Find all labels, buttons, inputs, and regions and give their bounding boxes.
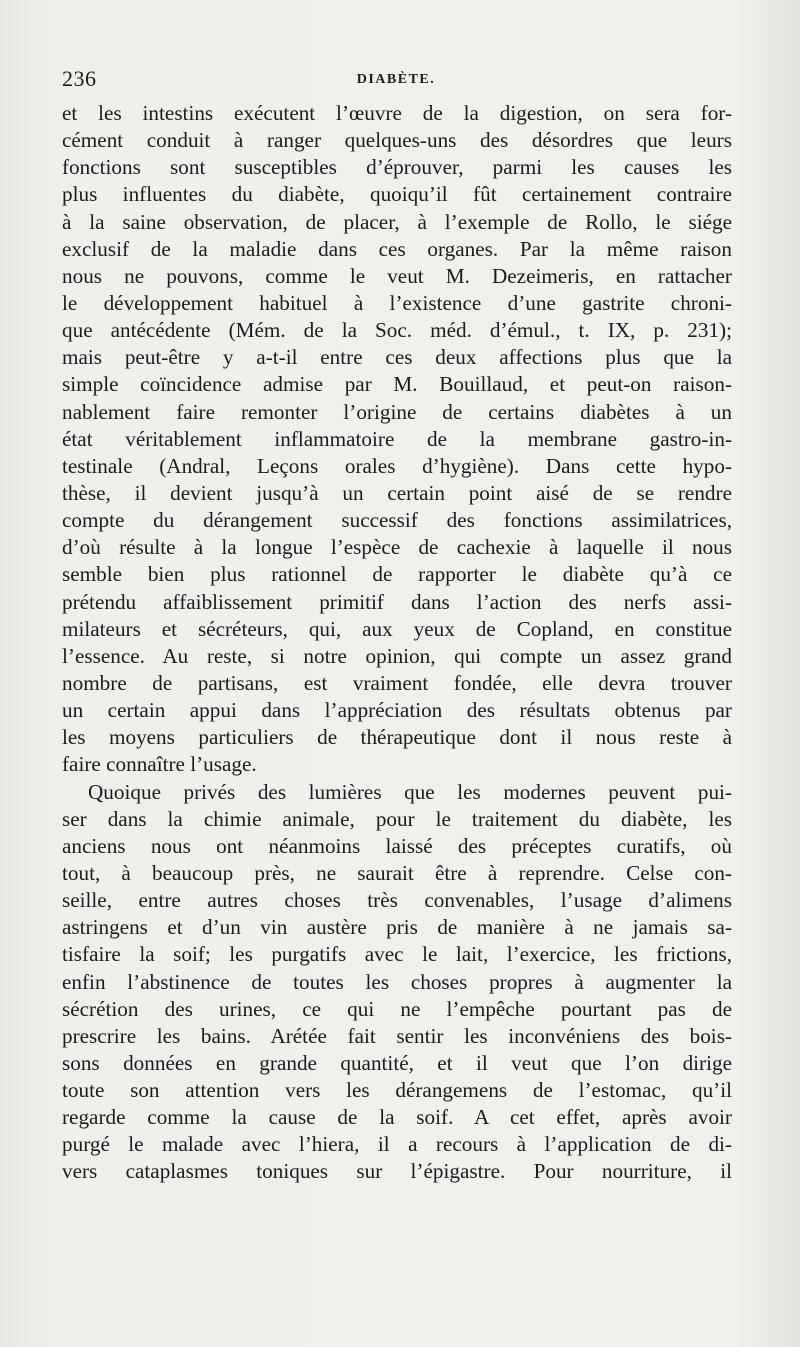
paragraph-start-line: Quoique privés des lumières que les modernes peuvent pui- (88, 779, 732, 804)
text-line: fonctions sont susceptibles d’éprouver, parmi les causes les (62, 155, 732, 180)
text-line: enfin l’abstinence de toutes les choses propres à augmenter la (62, 969, 732, 994)
text-line: tisfaire la soif; les purgatifs avec le lait, l’exercice, les frictions, (62, 942, 732, 967)
text-line: sons données en grande quantité, et il veut que l’on dirige (62, 1050, 732, 1075)
text-line: semble bien plus rationnel de rapporter le diabète qu’à ce (62, 562, 732, 587)
text-line: et les intestins exécutent l’œuvre de la digestion, on sera for- (62, 101, 732, 125)
text-line: mais peut-être y a-t-il entre ces deux affections plus que la (62, 345, 732, 370)
text-line: testinale (Andral, Leçons orales d’hygiène). Dans cette hypo- (62, 453, 732, 478)
text-line: ser dans la chimie animale, pour le traitement du diabète, les (62, 806, 732, 831)
body-text (62, 100, 732, 1186)
text-line: milateurs et sécréteurs, qui, aux yeux de Copland, en constitue (62, 616, 732, 641)
text-line: état véritablement inflammatoire de la membrane gastro-in- (62, 426, 732, 451)
text-line: que antécédente (Mém. de la Soc. méd. d’émul., t. IX, p. 231); (62, 318, 732, 343)
text-line: nombre de partisans, est vraiment fondée, elle devra trouver (62, 670, 732, 695)
text-line: les moyens particuliers de thérapeutique dont il nous reste à (62, 725, 732, 750)
text-line: thèse, il devient jusqu’à un certain point aisé de se rendre (62, 480, 732, 505)
text-line: d’où résulte à la longue l’espèce de cachexie à laquelle il nous (62, 535, 732, 560)
text-line: simple coïncidence admise par M. Bouillaud, et peut-on raison- (62, 372, 732, 397)
text-line: un certain appui dans l’appréciation des résultats obtenus par (62, 698, 732, 723)
text-line: le développement habituel à l’existence d’une gastrite chroni- (62, 290, 732, 315)
text-line: vers cataplasmes toniques sur l’épigastre. Pour nourriture, il (62, 1159, 732, 1184)
text-line: nablement faire remonter l’origine de certains diabètes à un (62, 399, 732, 424)
running-title: DIABÈTE. (356, 72, 436, 87)
text-line: toute son attention vers les dérangemens de l’estomac, qu’il (62, 1078, 732, 1103)
text-line: cément conduit à ranger quelques-uns des désordres que leurs (62, 128, 732, 153)
text-line: purgé le malade avec l’hiera, il a recours à l’application de di- (62, 1132, 732, 1157)
text-line: anciens nous ont néanmoins laissé des préceptes curatifs, où (62, 833, 732, 858)
text-line: l’essence. Au reste, si notre opinion, qui compte un assez grand (62, 643, 732, 668)
text-line: prescrire les bains. Arétée fait sentir les inconvéniens des bois- (62, 1023, 732, 1048)
text-line: astringens et d’un vin austère pris de manière à ne jamais sa- (62, 915, 732, 940)
text-line: à la saine observation, de placer, à l’exemple de Rollo, le siége (62, 209, 732, 234)
page-header (62, 66, 730, 100)
paragraph-end-line: faire connaître l’usage. (62, 752, 257, 777)
text-line: nous ne pouvons, comme le veut M. Dezeimeris, en rattacher (62, 263, 732, 288)
text-line: plus influentes du diabète, quoiqu’il fût certainement contraire (62, 182, 732, 207)
text-line: prétendu affaiblissement primitif dans l’action des nerfs assi- (62, 589, 732, 614)
page-number: 236 (62, 66, 97, 91)
text-line: regarde comme la cause de la soif. A cet effet, après avoir (62, 1105, 732, 1130)
text-line: tout, à beaucoup près, ne saurait être à reprendre. Celse con- (62, 860, 732, 885)
text-line: exclusif de la maladie dans ces organes. Par la même raison (62, 236, 732, 261)
text-line: sécrétion des urines, ce qui ne l’empêche pourtant pas de (62, 996, 732, 1021)
text-line: compte du dérangement successif des fonctions assimilatrices, (62, 508, 732, 533)
text-line: seille, entre autres choses très convenables, l’usage d’alimens (62, 888, 732, 913)
